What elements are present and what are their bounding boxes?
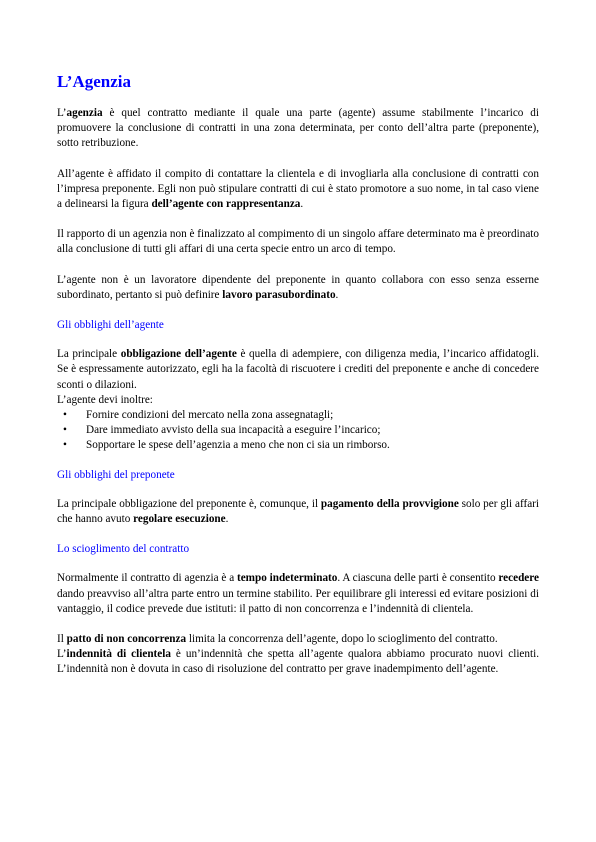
bold-term-regolare-esecuzione: regolare esecuzione: [133, 513, 226, 526]
text-run: La principale: [57, 348, 121, 361]
text-run: .: [300, 198, 304, 211]
paragraph-parasubordinato: [57, 273, 539, 303]
text-run: All’agente è affidato il compito di contattare la clientela e di invogliarla alla conclusione di contratti con l’impresa preponente. Egli non può stipulare contratti di cui è stato promotore a suo nome, in tal caso viene a delinearsi la figura: [57, 167, 539, 211]
text-run: solo per gli affari che hanno avuto: [57, 497, 539, 526]
paragraph-obbligazione-agente: [57, 347, 539, 393]
text-run: L’: [57, 648, 67, 661]
bold-term-lavoro-parasubordinato: lavoro parasubordinato: [222, 288, 336, 301]
section-heading-scioglimento: Lo scioglimento del contratto: [57, 543, 190, 556]
obligations-list: [57, 408, 539, 454]
list-intro: L’agente devi inoltre:: [57, 393, 153, 406]
text-run: L’: [57, 107, 67, 119]
text-run: L’agente non è un lavoratore dipendente del preponente in quanto collabora con esso senza esserne subordinato, pertanto si può definire: [57, 273, 539, 301]
text-run: è quel contratto mediante il quale una parte (agente) assume stabilmente l’incarico di promuovere la conclusione di contratti in una zona determinata, per conto dell’altra parte (preponente), sotto retribuzione.: [57, 107, 539, 150]
list-item-text: Dare immediato avvisto della sua incapacità a eseguire l’incarico;: [86, 424, 381, 437]
paragraph-indennita-clientela: [57, 647, 539, 677]
paragraph-definition: [57, 106, 539, 152]
text-run: Normalmente il contratto di agenzia è a: [57, 572, 237, 585]
bold-term-recedere: recedere: [498, 572, 539, 585]
paragraph-rapporto: Il rapporto di un agenzia non è finalizzato al compimento di un singolo affare determinato ma è preordinato alla conclusione di tutti gli affari di una certa specie entro un arco di tempo.: [57, 228, 539, 256]
text-run: . A ciascuna delle parti è consentito: [337, 572, 499, 585]
text-run: limita la concorrenza dell’agente, dopo lo scioglimento del contratto.: [186, 633, 498, 646]
bold-term-agenzia: agenzia: [66, 107, 103, 119]
list-item-text: Fornire condizioni del mercato nella zona assegnatagli;: [86, 409, 334, 422]
list-item: [57, 438, 539, 453]
paragraph-agent-role: [57, 167, 539, 213]
text-run: Il: [57, 633, 67, 646]
list-item: [57, 423, 539, 438]
bold-term-obbligazione-agente: obbligazione dell’agente: [120, 348, 237, 361]
bold-term-agente-rappresentanza: dell’agente con rappresentanza: [151, 198, 301, 211]
text-run: dando preavviso all’altra parte entro un termine stabilito. Per equilibrare gli interessi ed evitare posizioni di vantaggio, il codice prevede due istituti: il patto di non concorrenza e l’indennità di clientela.: [57, 587, 539, 615]
bold-term-tempo-indeterminato: tempo indeterminato: [236, 572, 338, 585]
text-run: .: [335, 288, 339, 301]
bullet-icon: •: [63, 424, 67, 437]
section-heading-obblighi-preponente: Gli obblighi del preponete: [57, 468, 175, 481]
list-item-text: Sopportare le spese dell’agenzia a meno che non ci sia un rimborso.: [86, 439, 390, 452]
paragraph-scioglimento: [57, 571, 539, 617]
bullet-icon: •: [63, 409, 67, 422]
list-item: [57, 408, 539, 423]
text-run: è un’indennità che spetta all’agente qualora abbiamo procurato nuovi clienti. L’indennità non è dovuta in caso di risoluzione del contratto per grave inadempimento dell’agente.: [57, 648, 540, 676]
text-run: .: [225, 513, 229, 526]
bold-term-patto-non-concorrenza: patto di non concorrenza: [66, 633, 187, 646]
text-run: è quella di adempiere, con diligenza media, l’incarico affidatogli. Se è espressamente autorizzato, egli ha la facoltà di riscuotere i crediti del preponente e anche di concedere sconti o dilazioni.: [57, 348, 539, 391]
bold-term-indennita-clientela: indennità di clientela: [66, 648, 171, 661]
text-run: La principale obbligazione del preponente è, comunque, il: [57, 497, 321, 510]
section-heading-obblighi-agente: Gli obblighi dell’agente: [57, 319, 164, 332]
bold-term-pagamento-provvigione: pagamento della provvigione: [320, 497, 459, 510]
bullet-icon: •: [63, 439, 67, 452]
document-page: [57, 72, 539, 693]
paragraph-patto-non-concorrenza: [57, 632, 539, 647]
paragraph-obbligazione-preponente: [57, 497, 539, 527]
document-title: L’Agenzia: [57, 72, 131, 91]
